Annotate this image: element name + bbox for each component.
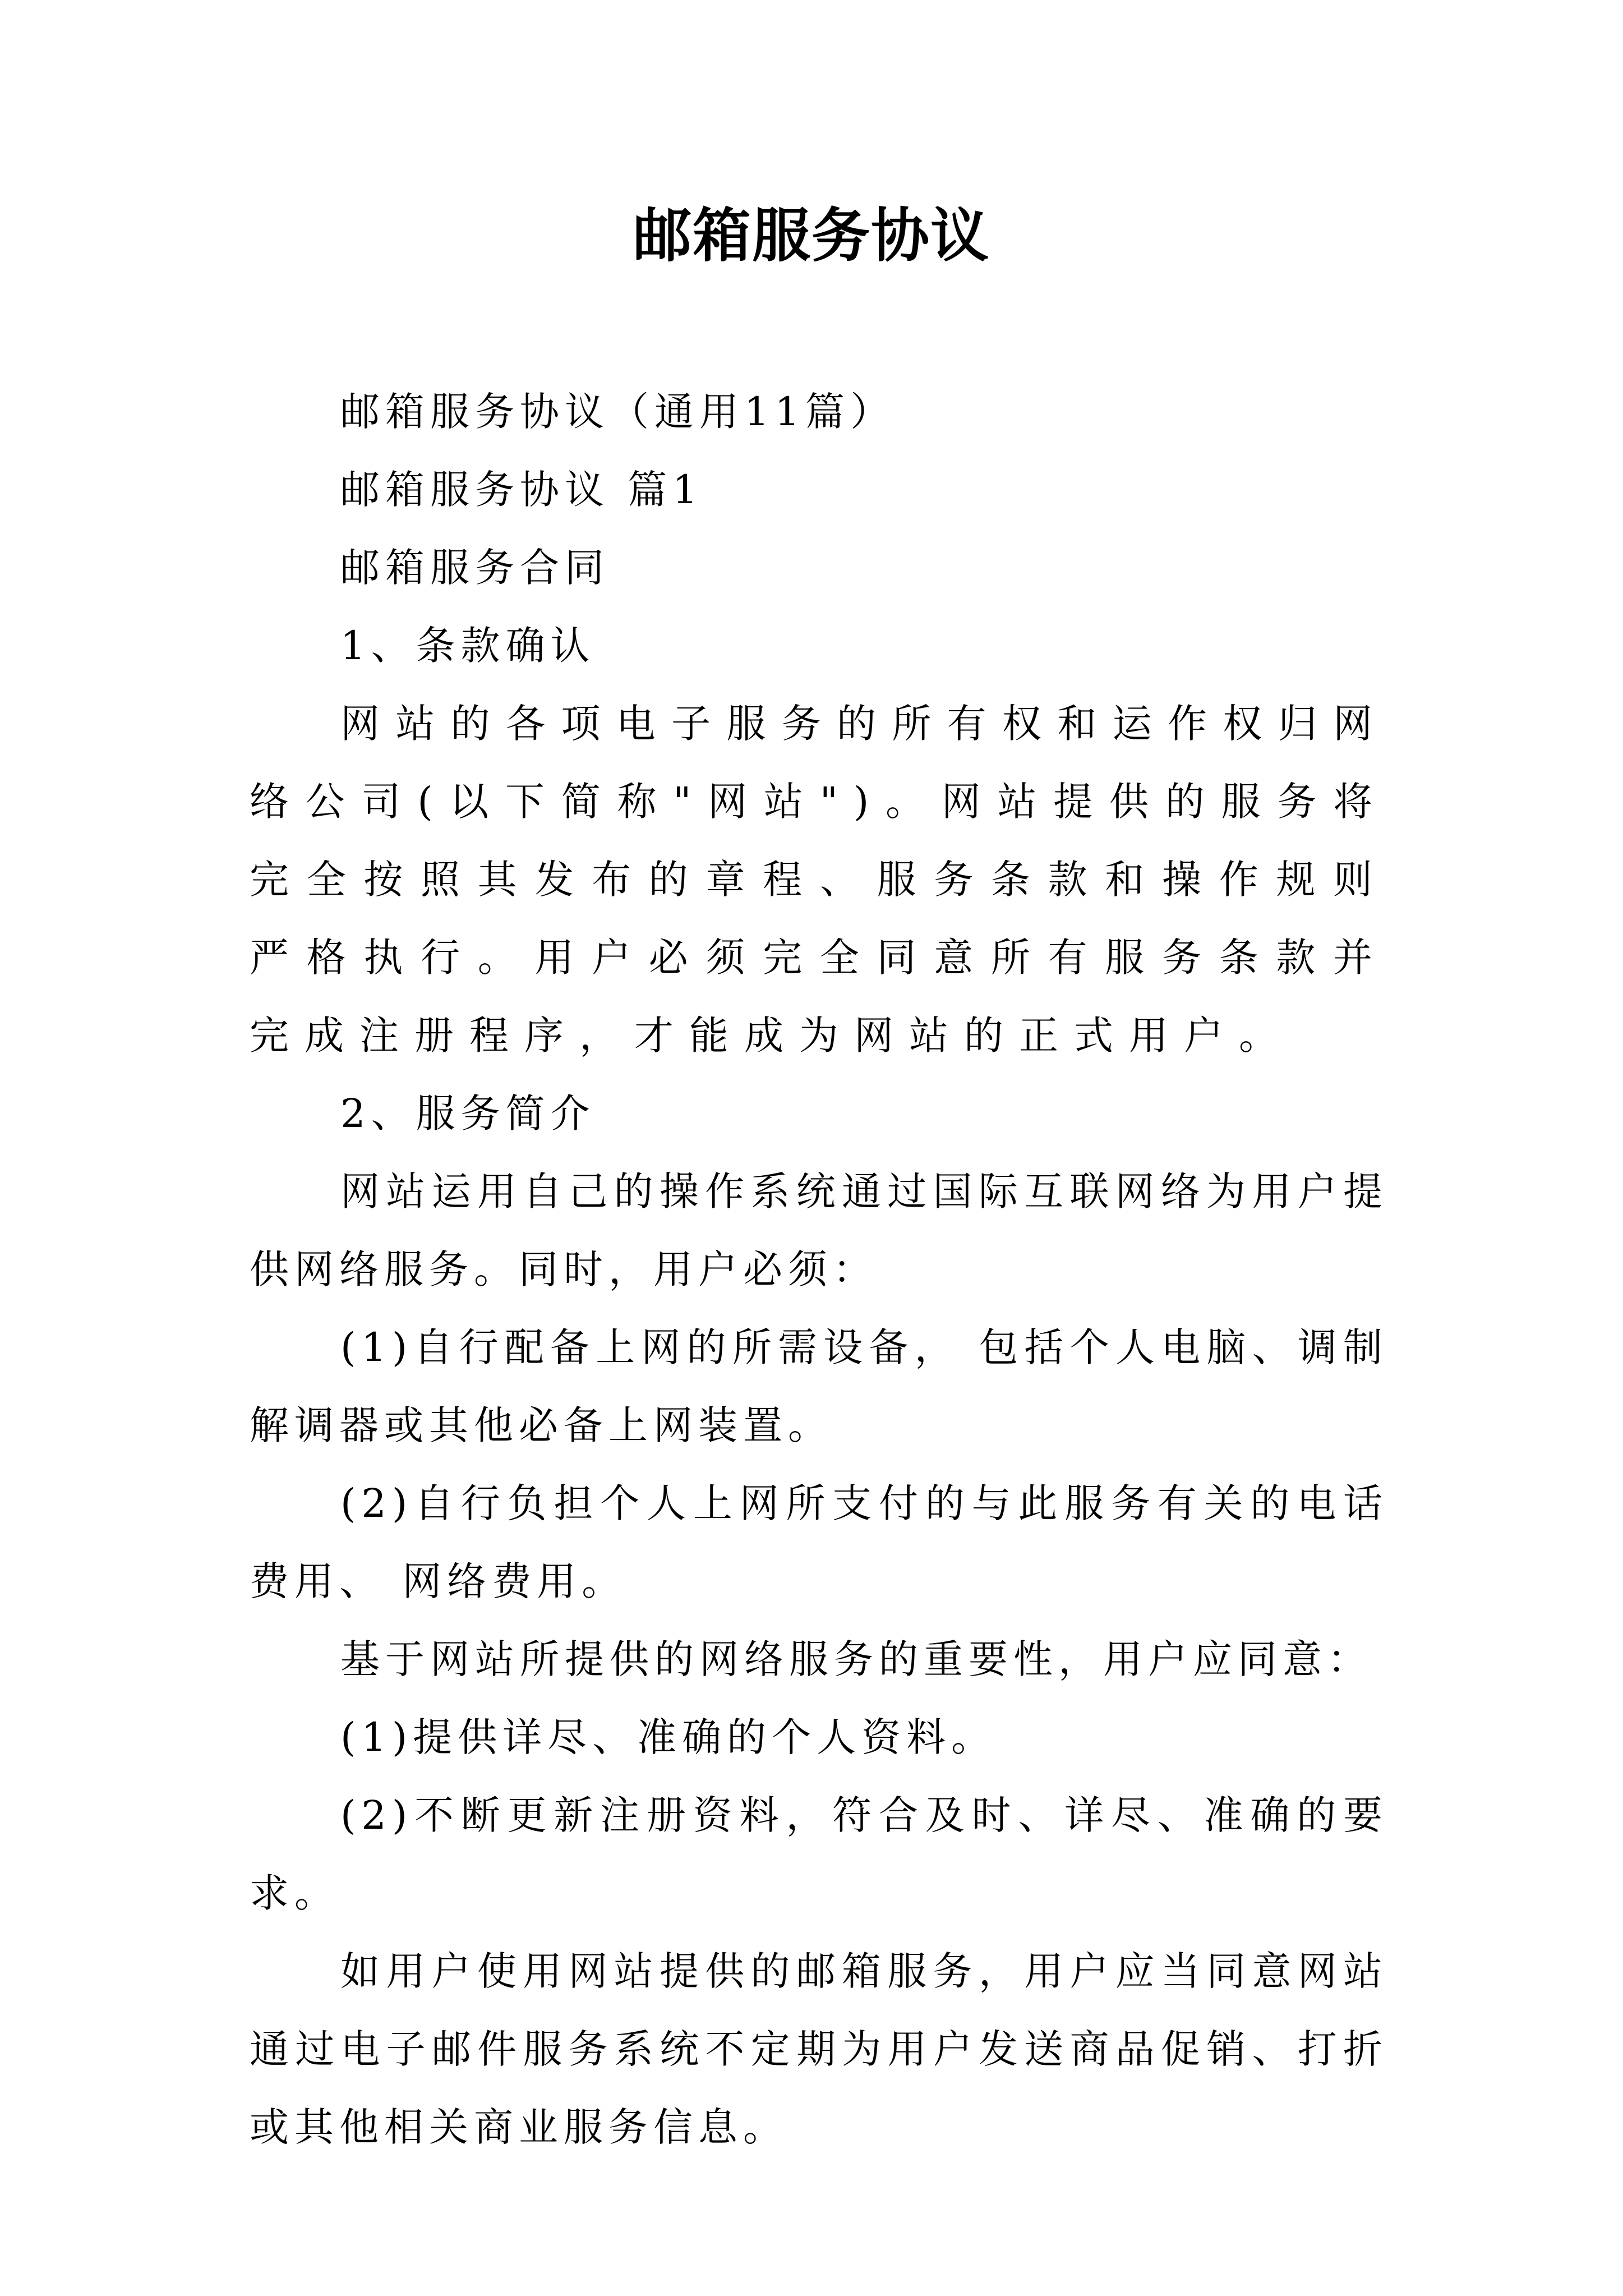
paragraph-clause-1-heading: 1、条款确认 xyxy=(340,623,596,669)
paragraph-clause-2-body: 网站运用自己的操作系统通过国际互联网络为用户提供网络服务。同时，用户必须： xyxy=(250,1168,1388,1292)
paragraph-clause-2-heading: 2、服务简介 xyxy=(340,1091,596,1137)
paragraph-collection-title: 邮箱服务协议（通用11篇） xyxy=(340,389,896,435)
paragraph-provide-info: (1)提供详尽、准确的个人资料。 xyxy=(340,1714,997,1760)
paragraph-clause-1-body: 网站的各项电子服务的所有权和运作权归网络公司(以下简称"网站")。网站提供的服务将完全按照其发布的章程、服务条款和操作规则严格执行。用户必须完全同意所有服务条款并完成注册程序，才能成为网站的正式用户。 xyxy=(250,701,1388,1059)
paragraph-email-promotions: 如用户使用网站提供的邮箱服务，用户应当同意网站通过电子邮件服务系统不定期为用户发送商品促销、打折或其他相关商业服务信息。 xyxy=(250,1948,1388,2150)
paragraph-user-agreement: 基于网站所提供的网络服务的重要性，用户应同意： xyxy=(340,1636,1372,1682)
document-body xyxy=(250,373,1388,2166)
paragraph-update-info: (2)不断更新注册资料，符合及时、详尽、准确的要求。 xyxy=(250,1792,1388,1916)
document-title: 邮箱服务协议 xyxy=(633,201,990,270)
paragraph-section-heading: 邮箱服务协议 篇1 xyxy=(340,467,703,513)
paragraph-requirement-fees: (2)自行负担个人上网所支付的与此服务有关的电话费用、 网络费用。 xyxy=(250,1480,1388,1604)
paragraph-contract-heading: 邮箱服务合同 xyxy=(340,545,610,591)
paragraph-requirement-equipment: (1)自行配备上网的所需设备， 包括个人电脑、调制解调器或其他必备上网装置。 xyxy=(250,1324,1388,1448)
